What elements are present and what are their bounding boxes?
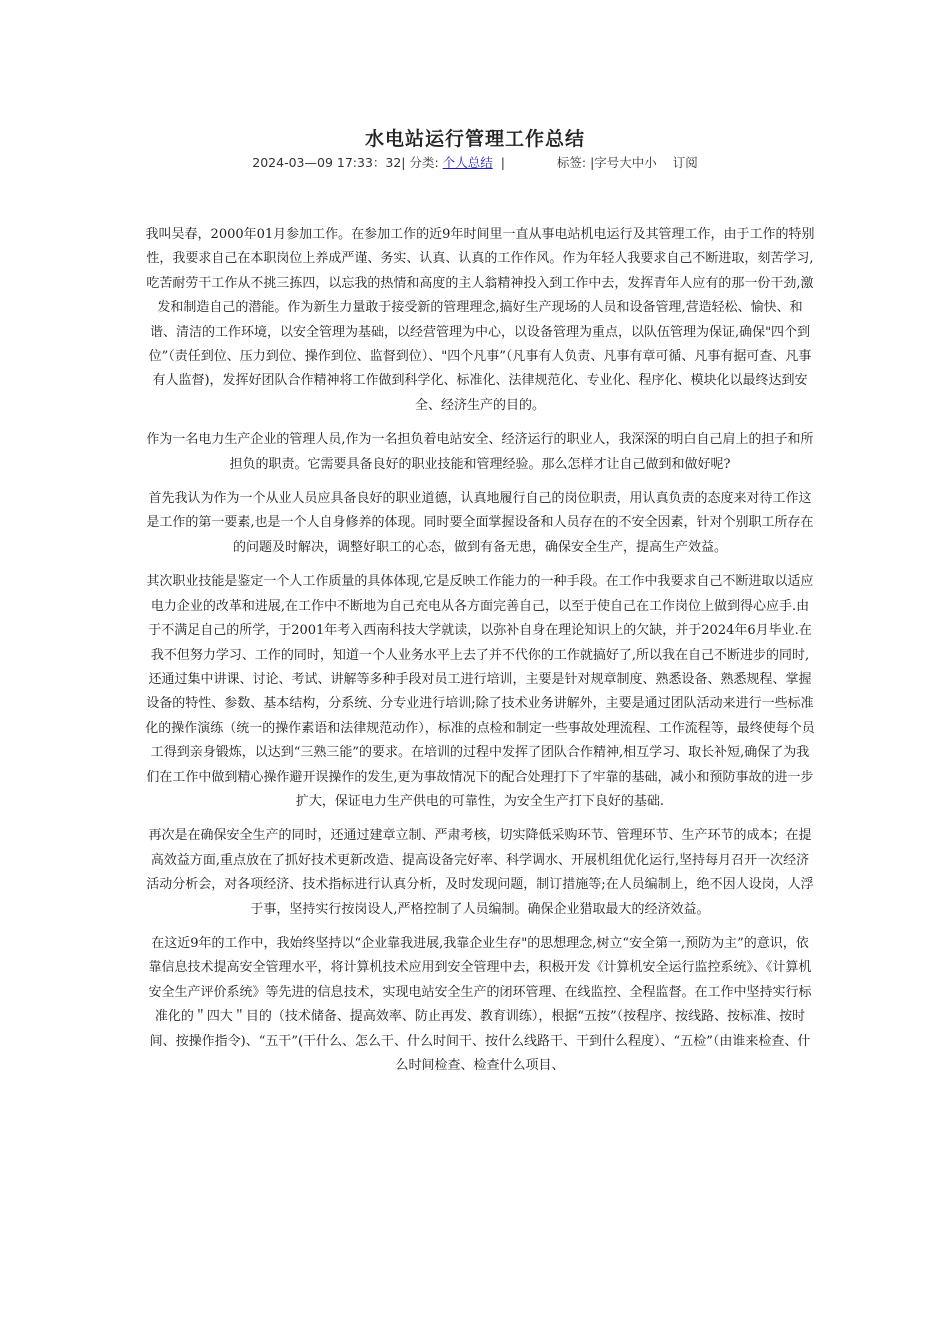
- paragraph-intro: 我叫吴春，2000年01月参加工作。在参加工作的近9年时间里一直从事电站机电运行及其管理工作，由于工作的特别性，我要求自己在本职岗位上养成严谨、务实、认真、认真的工作作风。作为年轻人我要求自己不断进取，刻苦学习,吃苦耐劳干工作从不挑三拣四，以忘我的热情和高度的主人翁精神投入到工作中去，发挥青年人应有的那一份干劲,激发和制造自己的潜能。作为新生力量敢于接受新的管理理念,搞好生产现场的人员和设备管理,营造轻松、愉快、和谐、清洁的工作环境，以安全管理为基础，以经营管理为中心，以设备管理为重点，以队伍管理为保证,确保"四个到位”（责任到位、压力到位、操作到位、监督到位）、"四个凡事”（凡事有人负责、凡事有章可循、凡事有据可查、凡事有人监督)，发挥好团队合作精神将工作做到科学化、标准化、法律规范化、专业化、程序化、模块化以最终达到安全、经济生产的目的。: [145, 227, 815, 413]
- post-datetime: 2024-03—09 17:33：32|: [252, 155, 406, 170]
- paragraph-skills: 其次职业技能是鉴定一个人工作质量的具体体现,它是反映工作能力的一种手段。在工作中我要求自己不断进取以适应电力企业的改革和进展,在工作中不断地为自己充电从各方面完善自己，以至于使自己在工作岗位上做到得心应手.由于不满足自己的所学，于2001年考入西南科技大学就读，以弥补自身在理论知识上的欠缺，并于2024年6月毕业.在我不但努力学习、工作的同时，知道一个人业务水平上去了并不代你的工作就搞好了,所以我在自己不断进步的同时,还通过集中讲课、讨论、考试、讲解等多种手段对员工进行培训，主要是针对规章制度、熟悉设备、熟悉规程、掌握设备的特性、参数、基本结构，分系统、分专业进行培训;除了技术业务讲解外，主要是通过团队活动来进行一些标准化的操作演练（统一的操作素语和法律规范动作），标准的点检和制定一些事故处理流程、工作流程等，最终使每个员工得到亲身锻炼，以达到“三熟三能”的要求。在培训的过程中发挥了团队合作精神,相互学习、取长补短,确保了为我们在工作中做到精心操作避开误操作的发生,更为事故情况下的配合处理打下了牢靠的基础，减小和预防事故的进一步扩大，保证电力生产供电的可靠性，为安全生产打下良好的基础.: [145, 574, 815, 809]
- article-meta: [0, 153, 950, 171]
- meta-divider: |: [500, 155, 505, 170]
- article-title: 水电站运行管理工作总结: [364, 128, 585, 150]
- subscribe-link[interactable]: 订阅: [672, 155, 698, 170]
- tags-font-size-label[interactable]: 标签: |字号大中小: [556, 155, 657, 170]
- category-label: 分类:: [409, 155, 439, 170]
- article-body: [145, 223, 815, 1088]
- paragraph-ethics: 首先我认为作为一个从业人员应具备良好的职业道德，认真地履行自己的岗位职责，用认真负责的态度来对待工作这是工作的第一要素,也是一个人自身修养的体现。同时要全面掌握设备和人员存在的不安全因素，针对个别职工所存在的问题及时解决，调整好职工的心态，做到有备无患，确保安全生产，提高生产效益。: [146, 491, 814, 555]
- category-link[interactable]: 个人总结: [442, 155, 493, 170]
- paragraph-role: 作为一名电力生产企业的管理人员,作为一名担负着电站安全、经济运行的职业人，我深深的明白自己肩上的担子和所担负的职责。它需要具备良好的职业技能和管理经验。那么怎样才让自己做到和做好呢?: [146, 432, 814, 472]
- paragraph-efficiency: 再次是在确保安全生产的同时，还通过建章立制、严肃考核，切实降低采购环节、管理环节、生产环节的成本；在提高效益方面,重点放在了抓好技术更新改造、提高设备完好率、科学调水、开展机组优化运行,坚持每月召开一次经济活动分析会，对各项经济、技术指标进行认真分析，及时发现问题，制订措施等;在人员编制上，绝不因人设岗，人浮于事，坚持实行按岗设人,严格控制了人员编制。确保企业猎取最大的经济效益。: [146, 828, 814, 917]
- paragraph-safety-tech: 在这近9年的工作中，我始终坚持以“企业靠我进展,我靠企业生存"的思想理念,树立“安全第一,预防为主”的意识，依靠信息技术提高安全管理水平，将计算机技术应用到安全管理中去，积极开发《计算机安全运行监控系统》、《计算机安全生产评价系统》等先进的信息技术，实现电站安全生产的闭环管理、在线监控、全程监督。在工作中坚持实行标准化的＂四大＂目的（技术储备、提高效率、防止再发、教育训练），根据“五按”（按程序、按线路、按标准、按时间、按操作指令)、“五干”(干什么、怎么干、什么时间干、按什么线路干、干到什么程度）、“五检”（由谁来检查、什么时间检查、检查什么项目、: [148, 935, 812, 1073]
